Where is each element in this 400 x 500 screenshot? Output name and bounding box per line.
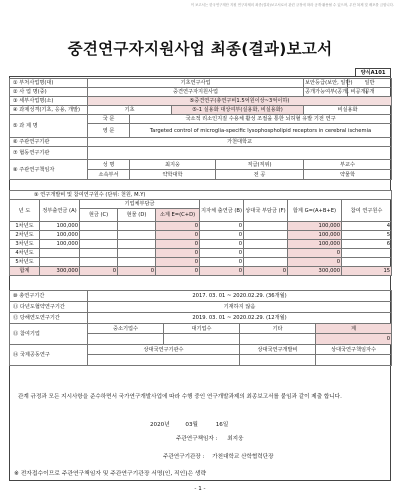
row4-value2: ⑤-1 실용화 대상여부(실용화, 비실용화) bbox=[172, 106, 304, 115]
budget-head-corp: 기업체부담금 bbox=[80, 200, 200, 209]
cell-inkind bbox=[118, 231, 156, 240]
row5-en-label: 영 문 bbox=[88, 124, 130, 138]
row8-major-label: 전 공 bbox=[216, 170, 304, 180]
budget-head-gov: 정부출연금 (A) bbox=[40, 200, 80, 222]
row1-sec-label: 보안등급(보안, 일반) bbox=[305, 80, 353, 86]
row13-h2: 대기업수 bbox=[164, 324, 240, 334]
cell-cash bbox=[80, 240, 118, 249]
row8-label: ⑧ 주관연구책임자 bbox=[10, 160, 88, 180]
form-code: 양식A101 bbox=[355, 68, 391, 77]
cell-gov: 100,000 bbox=[40, 240, 80, 249]
cell-local: 0 bbox=[200, 240, 244, 249]
row5-en-value: Targeted control of microglia-specific lysophospholipid receptors in cerebral ischemia bbox=[130, 124, 392, 138]
cell-other bbox=[244, 222, 288, 231]
budget-row bbox=[10, 231, 392, 240]
cell-inkind bbox=[118, 249, 156, 258]
row13-h3: 기타 bbox=[240, 324, 316, 334]
signer-inst bbox=[163, 452, 274, 460]
sum-inkind: 0 bbox=[118, 267, 156, 276]
signer-pi bbox=[176, 434, 244, 442]
budget-title: ⑨ 연구개발비 및 참여연구원수 (단위: 천원, M.Y) bbox=[10, 191, 392, 200]
declaration-text: 관계 규정과 모든 지시사항을 준수하면서 국가연구개발사업에 따라 수행 중인 연구개발과제의 최종보고서를 붙임과 같이 제출 합니다. bbox=[18, 394, 342, 400]
budget-head-inkind: 현물 (D) bbox=[118, 209, 156, 222]
row3-label: ③ 세부사업명(소) bbox=[10, 97, 88, 106]
sum-members: 15 bbox=[342, 267, 392, 276]
row13-v1 bbox=[88, 334, 164, 345]
budget-head-year: 년 도 bbox=[10, 200, 40, 222]
row2-pub-value: 공개 bbox=[348, 88, 392, 97]
signer-inst-label: 주관연구기관장 : bbox=[163, 454, 205, 460]
signer-inst-name: 가천대학교 산학협력단장 bbox=[212, 454, 274, 460]
row4-value1: 기초 bbox=[88, 106, 172, 115]
cell-year: 5차년도 bbox=[10, 258, 40, 267]
row12-value: 2019. 03. 01 ~ 2020.02.29. (12개월) bbox=[88, 313, 392, 324]
cell-total: 100,000 bbox=[288, 231, 342, 240]
cell-cash bbox=[80, 231, 118, 240]
budget-row bbox=[10, 222, 392, 231]
footnote: ※ 전자접수이므로 주관연구책임자 및 주관연구기관장 서명(인, 직인)은 생략 bbox=[14, 471, 207, 477]
form-table-bottom bbox=[9, 290, 392, 366]
row5-ko-value: 국소적 리소인지질 수용체 활성 조절을 통한 뇌허혈 유발 기전 연구 bbox=[130, 115, 392, 124]
row14-h3: 상대국연구책임자수 bbox=[316, 345, 392, 355]
cell-inkind bbox=[118, 240, 156, 249]
row7-value bbox=[88, 147, 392, 160]
row8-dept-label: 소속부서 bbox=[88, 170, 130, 180]
cell-year: 2차년도 bbox=[10, 231, 40, 240]
cell-members: 6 bbox=[342, 240, 392, 249]
row1-label: ① 부처사업명(대) bbox=[10, 79, 88, 88]
row1-value: 기초연구사업 bbox=[88, 79, 304, 88]
cell-year: 3차년도 bbox=[10, 240, 40, 249]
row2-pub-label: 공개가능여부(공개, 비공개) bbox=[305, 89, 368, 95]
budget-sum-row bbox=[10, 267, 392, 276]
date-year: 2020년 bbox=[150, 422, 170, 428]
cell-subtotal: 0 bbox=[156, 231, 200, 240]
budget-head-subtotal: 소계 E=(C+D) bbox=[156, 209, 200, 222]
budget-head-cash: 현금 (C) bbox=[80, 209, 118, 222]
cell-gov: 100,000 bbox=[40, 231, 80, 240]
row13-h1: 중소기업수 bbox=[88, 324, 164, 334]
row3-value: ⑤중견연구(총연구비1.5억원이상~3억이하) bbox=[88, 97, 392, 106]
cell-total: 100,000 bbox=[288, 222, 342, 231]
cell-gov bbox=[40, 249, 80, 258]
form-table-top bbox=[9, 78, 392, 180]
cell-cash bbox=[80, 222, 118, 231]
report-title: 중견연구자지원사업 최종(결과)보고서 bbox=[67, 40, 333, 58]
row13-h4: 계 bbox=[316, 324, 392, 334]
sum-cash: 0 bbox=[80, 267, 118, 276]
budget-row bbox=[10, 240, 392, 249]
row5-ko-label: 국 문 bbox=[88, 115, 130, 124]
cell-members bbox=[342, 258, 392, 267]
submit-date bbox=[110, 420, 310, 428]
cell-local: 0 bbox=[200, 258, 244, 267]
cell-members bbox=[342, 249, 392, 258]
sum-local: 0 bbox=[200, 267, 244, 276]
row10-value: 2017. 03. 01 ~ 2020.02.29. (36개월) bbox=[88, 291, 392, 302]
row14-h2: 상대국연구개발비 bbox=[240, 345, 316, 355]
row8-dept: 약학대학 bbox=[130, 170, 216, 180]
row2-label: ② 사 업 명(중) bbox=[10, 88, 88, 97]
row14-label: ⑭ 국제공동연구 bbox=[10, 345, 88, 366]
sum-gov: 300,000 bbox=[40, 267, 80, 276]
row2-value: 중견연구자지원사업 bbox=[88, 88, 304, 97]
row8-name-label: 성 명 bbox=[88, 160, 130, 170]
row14-v2 bbox=[240, 355, 316, 366]
budget-row bbox=[10, 258, 392, 267]
row14-h1: 상대국연구기관수 bbox=[88, 345, 240, 355]
budget-head-members: 참여 연구원수 bbox=[342, 200, 392, 222]
row11-value: 기재하지 않음 bbox=[88, 302, 392, 313]
cell-subtotal: 0 bbox=[156, 249, 200, 258]
date-day: 16일 bbox=[215, 422, 229, 428]
row8-position: 부교수 bbox=[304, 160, 392, 170]
cell-inkind bbox=[118, 222, 156, 231]
row8-position-label: 직급(직위) bbox=[216, 160, 304, 170]
budget-row bbox=[10, 249, 392, 258]
cell-subtotal: 0 bbox=[156, 240, 200, 249]
row11-label: ⑪ 다년도협약연구기간 bbox=[10, 302, 88, 313]
cell-inkind bbox=[118, 258, 156, 267]
row1-sec-value: 일반 bbox=[348, 79, 392, 88]
cell-other bbox=[244, 240, 288, 249]
notice-text: 이 보고서는 한국연구재단 지원 연구과제의 최종(결과)보고서로서 관련 규정에 따라 공개·활용될 수 있으며, 무단 복제 및 배포를 금합니다. bbox=[190, 3, 394, 7]
row13-v4: 0 bbox=[316, 334, 392, 345]
row14-v3 bbox=[316, 355, 392, 366]
row8-major: 약물학 bbox=[304, 170, 392, 180]
sum-other: 0 bbox=[244, 267, 288, 276]
row13-v2 bbox=[164, 334, 240, 345]
row4-label: ④ 과제성격(기초, 응용, 개발) bbox=[10, 106, 88, 115]
row8-name: 최지웅 bbox=[130, 160, 216, 170]
sum-subtotal: 0 bbox=[156, 267, 200, 276]
cell-members: 5 bbox=[342, 231, 392, 240]
cell-cash bbox=[80, 249, 118, 258]
row10-label: ⑩ 총연구기간 bbox=[10, 291, 88, 302]
cell-cash bbox=[80, 258, 118, 267]
cell-gov bbox=[40, 258, 80, 267]
cell-local: 0 bbox=[200, 222, 244, 231]
cell-total: 0 bbox=[288, 258, 342, 267]
signer-pi-label: 주관연구책임자 : bbox=[176, 436, 218, 442]
cell-gov: 100,000 bbox=[40, 222, 80, 231]
cell-other bbox=[244, 231, 288, 240]
page-number: - 1 - bbox=[194, 486, 206, 492]
row14-v1 bbox=[88, 355, 240, 366]
sum-total: 300,000 bbox=[288, 267, 342, 276]
budget-head-local: 지자체 출연금 (B) bbox=[200, 200, 244, 222]
cell-local: 0 bbox=[200, 231, 244, 240]
cell-year: 1차년도 bbox=[10, 222, 40, 231]
row5-label: ⑤ 과 제 명 bbox=[10, 115, 88, 138]
cell-subtotal: 0 bbox=[156, 258, 200, 267]
signer-pi-name: 최지웅 bbox=[227, 436, 244, 442]
cell-year: 4차년도 bbox=[10, 249, 40, 258]
row12-label: ⑫ 당해연도연구기간 bbox=[10, 313, 88, 324]
budget-head-total: 합계 G=(A+B+E) bbox=[288, 200, 342, 222]
date-month: 03월 bbox=[185, 422, 198, 428]
cell-subtotal: 0 bbox=[156, 222, 200, 231]
cell-local: 0 bbox=[200, 249, 244, 258]
cell-members: 4 bbox=[342, 222, 392, 231]
row7-label: ⑦ 협동연구기관 bbox=[10, 147, 88, 160]
cell-total: 0 bbox=[288, 249, 342, 258]
budget-head-other: 상대국 부담금 (F) bbox=[244, 200, 288, 222]
row6-label: ⑥ 주관연구기관 bbox=[10, 138, 88, 147]
sum-year: 합계 bbox=[10, 267, 40, 276]
cell-total: 100,000 bbox=[288, 240, 342, 249]
budget-table bbox=[9, 190, 392, 276]
cell-other bbox=[244, 258, 288, 267]
row6-value: 가천대학교 bbox=[88, 138, 392, 147]
row13-v3 bbox=[240, 334, 316, 345]
cell-other bbox=[244, 249, 288, 258]
row4-value3: 비실용화 bbox=[304, 106, 392, 115]
row13-label: ⑬ 참여기업 bbox=[10, 324, 88, 345]
